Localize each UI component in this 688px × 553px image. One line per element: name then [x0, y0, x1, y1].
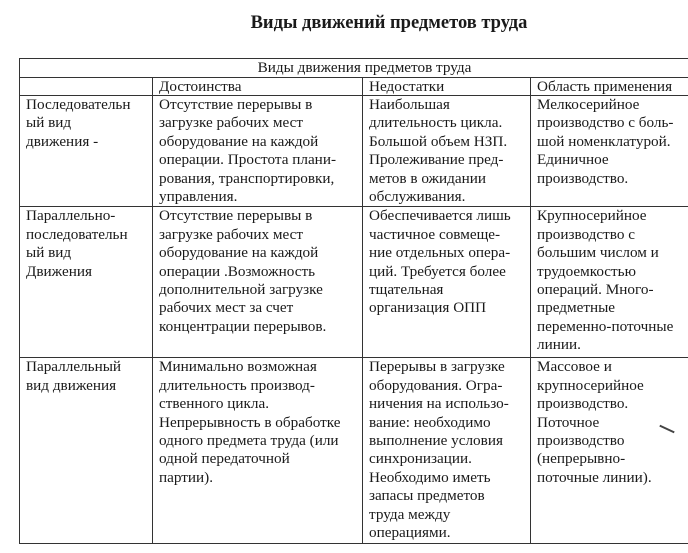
table-caption-row — [20, 59, 688, 78]
cell-type: Параллельно- последовательн ый вид Движения — [20, 207, 153, 358]
document-title: Виды движений предметов труда — [250, 13, 528, 33]
cell-application: Массовое и крупносерийное производство. Поточное производство (непрерывно- поточные линии). — [531, 358, 688, 543]
header-application: Область применения — [531, 78, 688, 96]
cell-advantages: Минимально возможная длительность производ- ственного цикла. Непрерывность в обработке одного предмета труда (или одной передаточной партии). — [153, 358, 363, 543]
header-disadvantages: Недостатки — [363, 78, 531, 96]
cell-type: Параллельный вид движения — [20, 358, 153, 543]
table-header-row — [20, 78, 688, 96]
table-row — [20, 358, 688, 543]
cell-disadvantages: Наибольшая длительность цикла. Большой объем НЗП. Пролеживание пред- метов в ожидании обслуживания. — [363, 96, 531, 207]
cell-advantages: Отсутствие перерывы в загрузке рабочих мест оборудование на каждой операции. Простота плани- рования, транспортировки, управления. — [153, 96, 363, 207]
cell-disadvantages: Обеспечивается лишь частичное совмеще- ние отдельных опера- ций. Требуется более тщательная организация ОПП — [363, 207, 531, 358]
table-row — [20, 207, 688, 358]
cell-advantages: Отсутствие перерывы в загрузке рабочих мест оборудование на каждой операции .Возможность дополнительной загрузке рабочих мест за счет концентрации перерывов. — [153, 207, 363, 358]
table-caption: Виды движения предметов труда — [20, 59, 688, 78]
cell-application: Мелкосерийное производство с боль- шой номенклатурой. Единичное производство. — [531, 96, 688, 207]
table-row — [20, 96, 688, 207]
cell-type: Последовательн ый вид движения - — [20, 96, 153, 207]
cell-disadvantages: Перерывы в загрузке оборудования. Огра- ничения на использо- вание: необходимо выполнение условия синхронизации. Необходимо иметь запасы предметов труда между операциями. — [363, 358, 531, 543]
header-advantages: Достоинства — [153, 78, 363, 96]
cell-application: Крупносерийное производство с большим числом и трудоемкостью операций. Много- предметные переменно-поточные линии. — [531, 207, 688, 358]
header-empty — [20, 78, 153, 96]
movement-types-table — [19, 58, 688, 544]
